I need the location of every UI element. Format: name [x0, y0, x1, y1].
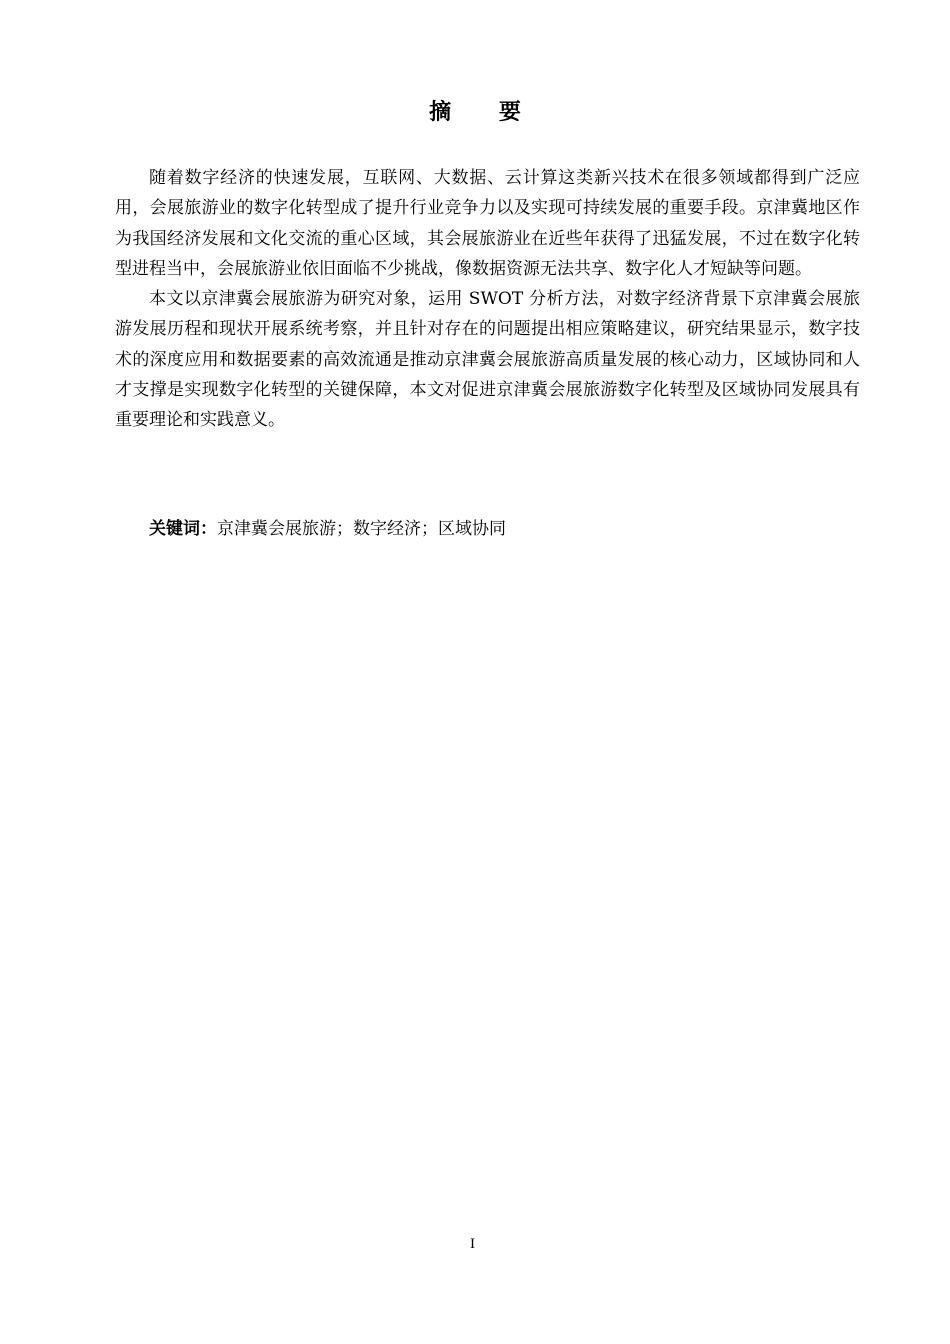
page-number: I	[470, 1236, 475, 1252]
abstract-paragraph-1: 随着数字经济的快速发展，互联网、大数据、云计算这类新兴技术在很多领域都得到广泛应用，会展旅游业的数字化转型成了提升行业竞争力以及实现可持续发展的重要手段。京津冀地区作为我国经济发展和文化交流的重心区域，其会展旅游业在近些年获得了迅猛发展，不过在数字化转型进程当中，会展旅游业依旧面临不少挑战，像数据资源无法共享、数字化人才短缺等问题。	[115, 168, 860, 279]
abstract-title: 摘 要	[429, 100, 541, 125]
keywords-line	[149, 514, 849, 544]
keywords-label: 关键词：	[149, 519, 217, 539]
abstract-paragraph-2: 本文以京津冀会展旅游为研究对象，运用 SWOT 分析方法，对数字经济背景下京津冀会展旅游发展历程和现状开展系统考察，并且针对存在的问题提出相应策略建议，研究结果显示，数字技术的深度应用和数据要素的高效流通是推动京津冀会展旅游高质量发展的核心动力，区域协同和人才支撑是实现数字化转型的关键保障，本文对促进京津冀会展旅游数字化转型及区域协同发展具有重要理论和实践意义。	[115, 289, 860, 431]
keywords-value: 京津冀会展旅游；数字经济；区域协同	[217, 519, 506, 539]
abstract-body	[115, 163, 860, 436]
